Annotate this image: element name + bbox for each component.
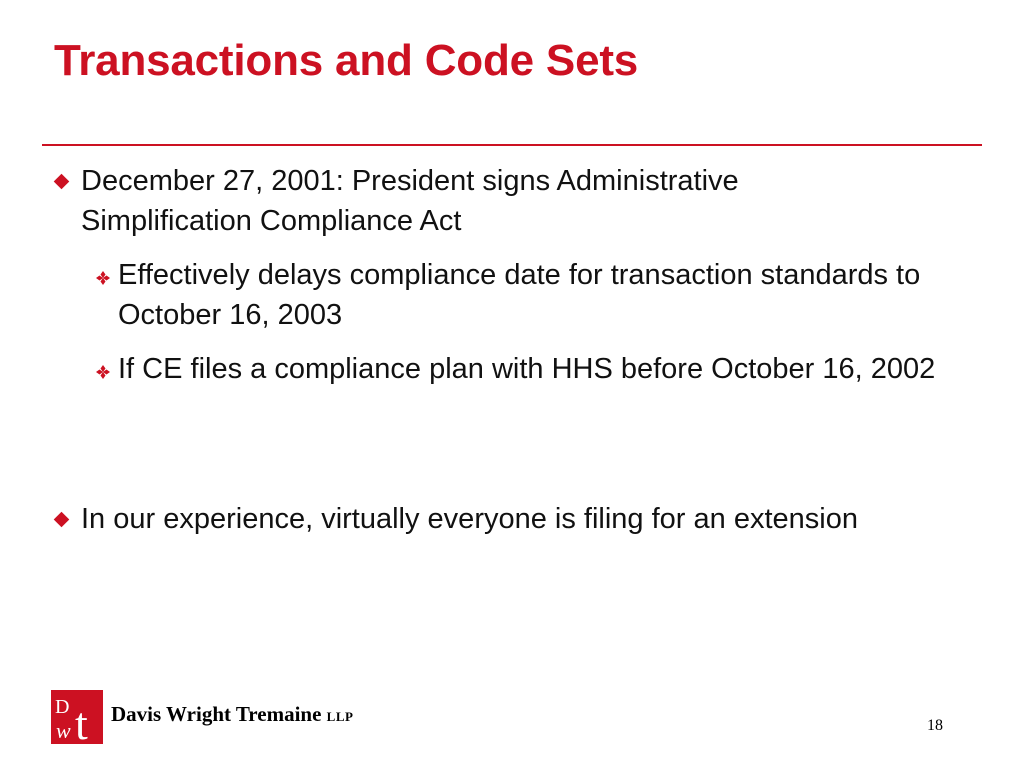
- firm-suffix: LLP: [326, 709, 354, 724]
- sub-bullet-text: Effectively delays compliance date for transaction standards to October 16, 2003: [118, 259, 921, 331]
- four-diamond-bullet-icon: [96, 365, 110, 379]
- sub-bullet-text: If CE files a compliance plan with HHS before October 16, 2002: [118, 353, 936, 385]
- bullet-text: December 27, 2001: President signs Administrative Simplification Compliance Act: [81, 165, 739, 237]
- four-diamond-bullet-icon: [96, 271, 110, 285]
- slide-title: Transactions and Code Sets: [54, 36, 639, 85]
- dwt-logo-icon: [51, 690, 103, 744]
- page-number: 18: [927, 717, 943, 734]
- firm-name: [111, 702, 353, 727]
- diamond-bullet-icon: [54, 512, 70, 528]
- firm-name-text: Davis Wright Tremaine: [111, 702, 322, 726]
- svg-text:D: D: [55, 696, 70, 718]
- svg-text:w: w: [56, 718, 71, 743]
- svg-text:t: t: [75, 698, 88, 744]
- bullet-text: In our experience, virtually everyone is filing for an extension: [81, 503, 858, 535]
- diamond-bullet-icon: [54, 174, 70, 190]
